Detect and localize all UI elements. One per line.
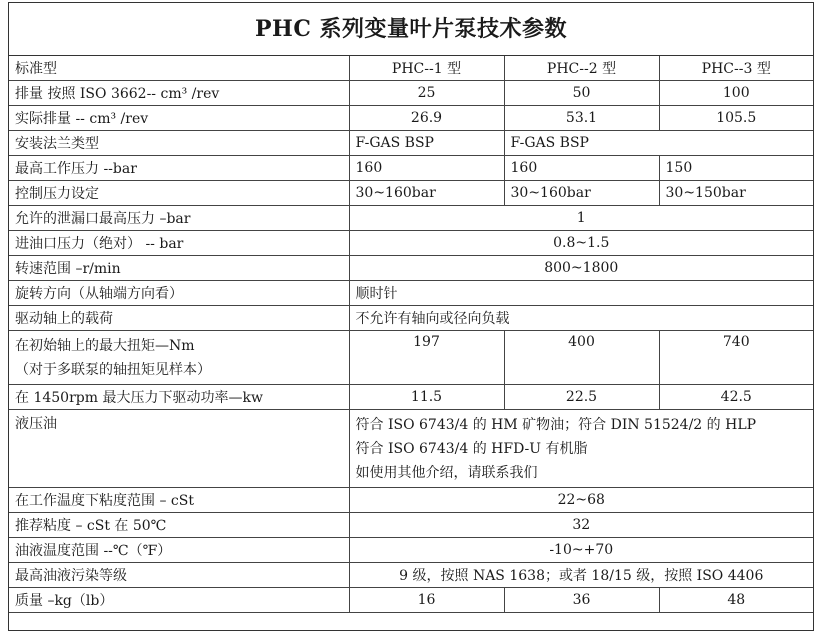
cell-value: 150	[659, 156, 813, 181]
cell-value: 100	[659, 81, 813, 106]
table-row-recommended-viscosity	[9, 513, 813, 538]
table-row-shaft-load	[9, 306, 813, 331]
cell-value: 0.8~1.5	[349, 231, 813, 256]
cell-value: F-GAS BSP	[504, 131, 813, 156]
table-row-hydraulic-oil	[9, 410, 813, 488]
table-row-control-pressure	[9, 181, 813, 206]
table-row-viscosity-range	[9, 488, 813, 513]
cell-value: 400	[504, 331, 659, 385]
table-row-contamination	[9, 563, 813, 588]
cell-value: 30~160bar	[504, 181, 659, 206]
cell-value	[349, 410, 813, 488]
table-row-drive-power	[9, 385, 813, 410]
cell-value: 32	[349, 513, 813, 538]
table-row-speed-range	[9, 256, 813, 281]
table-row-max-working-pressure	[9, 156, 813, 181]
cell-value: F-GAS BSP	[349, 131, 504, 156]
cell-value: 42.5	[659, 385, 813, 410]
row-label: 旋转方向（从轴端方向看）	[9, 281, 349, 306]
oil-spec-line: 如使用其他介绍，请联系我们	[355, 464, 538, 481]
row-label: 进油口压力（绝对） -- bar	[9, 231, 349, 256]
row-label: 实际排量 -- cm³ /rev	[9, 106, 349, 131]
row-label: 最高工作压力 --bar	[9, 156, 349, 181]
table-row-inlet-pressure	[9, 231, 813, 256]
table-row-drain-pressure	[9, 206, 813, 231]
cell-value: 50	[504, 81, 659, 106]
cell-value: 30~160bar	[349, 181, 504, 206]
table-row-max-torque	[9, 331, 813, 385]
cell-value: 160	[504, 156, 659, 181]
row-label: 油液温度范围 --℃（℉）	[9, 538, 349, 563]
cell-value: 740	[659, 331, 813, 385]
table-row-actual-displacement	[9, 106, 813, 131]
row-label: 允许的泄漏口最高压力 –bar	[9, 206, 349, 231]
table-row-mass	[9, 588, 813, 613]
row-label: 液压油	[9, 410, 349, 488]
row-label: 最高油液污染等级	[9, 563, 349, 588]
model-header: PHC--2 型	[504, 56, 659, 81]
table-row-displacement	[9, 81, 813, 106]
oil-spec-line: 符合 ISO 6743/4 的 HM 矿物油；符合 DIN 51524/2 的 HLP	[355, 416, 757, 433]
cell-value: 105.5	[659, 106, 813, 131]
row-label: 在工作温度下粘度范围 – cSt	[9, 488, 349, 513]
cell-value: 顺时针	[349, 281, 813, 306]
table-row-header	[9, 56, 813, 81]
cell-value: 16	[349, 588, 504, 613]
row-label: 标准型	[9, 56, 349, 81]
row-label: 在 1450rpm 最大压力下驱动功率—kw	[9, 385, 349, 410]
row-label-line: （对于多联泵的轴扭矩见样本）	[15, 361, 211, 378]
cell-value: 25	[349, 81, 504, 106]
table-row-flange-type	[9, 131, 813, 156]
cell-value: 26.9	[349, 106, 504, 131]
cell-value: 22~68	[349, 488, 813, 513]
model-header: PHC--3 型	[659, 56, 813, 81]
page-title: PHC 系列变量叶片泵技术参数	[9, 3, 813, 56]
oil-spec-line: 符合 ISO 6743/4 的 HFD-U 有机脂	[355, 440, 588, 457]
cell-value: 160	[349, 156, 504, 181]
cell-value: 36	[504, 588, 659, 613]
table-row-oil-temp-range	[9, 538, 813, 563]
cell-value: 197	[349, 331, 504, 385]
cell-value: 1	[349, 206, 813, 231]
cell-value: -10~+70	[349, 538, 813, 563]
cell-value: 30~150bar	[659, 181, 813, 206]
cell-value: 9 级，按照 NAS 1638；或者 18/15 级，按照 ISO 4406	[349, 563, 813, 588]
spec-table	[9, 56, 813, 613]
cell-value: 不允许有轴向或径向负载	[349, 306, 813, 331]
row-label: 控制压力设定	[9, 181, 349, 206]
cell-value: 11.5	[349, 385, 504, 410]
cell-value: 22.5	[504, 385, 659, 410]
row-label-line: 在初始轴上的最大扭矩—Nm	[15, 337, 195, 354]
cell-value: 800~1800	[349, 256, 813, 281]
row-label: 安装法兰类型	[9, 131, 349, 156]
row-label: 驱动轴上的载荷	[9, 306, 349, 331]
row-label: 排量 按照 ISO 3662-- cm³ /rev	[9, 81, 349, 106]
row-label: 转速范围 –r/min	[9, 256, 349, 281]
row-label: 质量 –kg（lb）	[9, 588, 349, 613]
table-row-rotation	[9, 281, 813, 306]
spec-sheet	[8, 2, 814, 631]
cell-value: 48	[659, 588, 813, 613]
row-label: 推荐粘度 – cSt 在 50℃	[9, 513, 349, 538]
row-label	[9, 331, 349, 385]
model-header: PHC--1 型	[349, 56, 504, 81]
cell-value: 53.1	[504, 106, 659, 131]
